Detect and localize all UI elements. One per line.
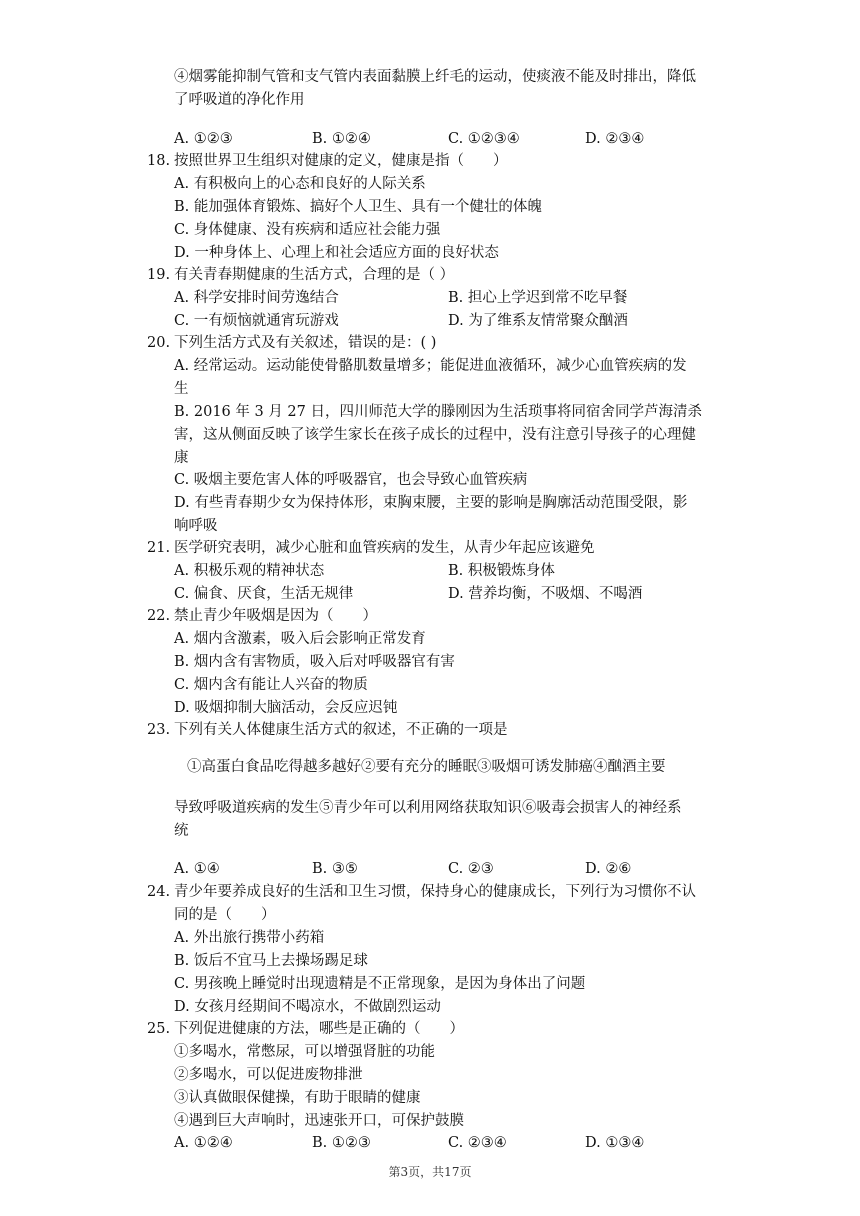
q19-number: 19. <box>147 267 171 283</box>
q17-option-b: B. ①②④ <box>312 131 371 147</box>
q22-option-d: D. 吸烟抑制大脑活动，会反应迟钝 <box>174 700 398 716</box>
q23-option-d: D. ②⑥ <box>585 861 632 877</box>
q23-items-line3: 统 <box>174 823 189 839</box>
q17-option-d: D. ②③④ <box>585 131 645 147</box>
q25-option-d: D. ①③④ <box>585 1135 645 1151</box>
q24-option-b: B. 饭后不宜马上去操场踢足球 <box>174 953 368 969</box>
q20-stem: 下列生活方式及有关叙述，错误的是：( ) <box>174 335 437 351</box>
q18-stem: 按照世界卫生组织对健康的定义，健康是指（ ） <box>174 153 508 169</box>
q19-option-a: A. 科学安排时间劳逸结合 <box>174 290 339 306</box>
q24-stem-line1: 青少年要养成良好的生活和卫生习惯，保持身心的健康成长，下列行为习惯你不认 <box>174 884 696 900</box>
q17-option-c: C. ①②③④ <box>448 131 520 147</box>
q18-number: 18. <box>147 153 171 169</box>
q18-option-a: A. 有积极向上的心态和良好的人际关系 <box>174 176 426 192</box>
q24-number: 24. <box>147 884 171 900</box>
q24-option-c: C. 男孩晚上睡觉时出现遗精是不正常现象，是因为身体出了问题 <box>174 976 586 992</box>
q23-option-b: B. ③⑤ <box>312 861 358 877</box>
q17-option-a: A. ①②③ <box>174 131 233 147</box>
q20-number: 20. <box>147 335 171 351</box>
q20-option-b-line1: B. 2016 年 3 月 27 日，四川师范大学的滕刚因为生活琐事将同宿舍同学芦海清杀 <box>174 404 702 420</box>
q25-number: 25. <box>147 1021 171 1037</box>
q23-number: 23. <box>147 722 171 738</box>
q18-option-c: C. 身体健康、没有疾病和适应社会能力强 <box>174 222 441 238</box>
q23-option-a: A. ①④ <box>174 861 220 877</box>
q21-option-d: D. 营养均衡，不吸烟、不喝酒 <box>448 586 643 602</box>
q22-option-b: B. 烟内含有害物质，吸入后对呼吸器官有害 <box>174 654 455 670</box>
q21-option-c: C. 偏食、厌食，生活无规律 <box>174 586 354 602</box>
q25-option-b: B. ①②③ <box>312 1135 371 1151</box>
q23-items-line2: 导致呼吸道疾病的发生⑤青少年可以利用网络获取知识⑥吸毒会损害人的神经系 <box>174 800 682 816</box>
q21-option-a: A. 积极乐观的精神状态 <box>174 563 325 579</box>
q17-item4-line1: ④烟雾能抑制气管和支气管内表面黏膜上纤毛的运动，使痰液不能及时排出，降低 <box>174 69 696 85</box>
q20-option-c: C. 吸烟主要危害人体的呼吸器官，也会导致心血管疾病 <box>174 472 528 488</box>
q25-item-1: ①多喝水，常憋尿，可以增强肾脏的功能 <box>174 1044 435 1060</box>
q20-option-b-line3: 康 <box>174 450 189 466</box>
page-footer: 第3页，共17页 <box>388 1165 472 1179</box>
q22-option-c: C. 烟内含有能让人兴奋的物质 <box>174 677 368 693</box>
q22-number: 22. <box>147 608 171 624</box>
q23-option-c: C. ②③ <box>448 861 494 877</box>
q20-option-d-line2: 响呼吸 <box>174 518 218 534</box>
q17-item4-line2: 了呼吸道的净化作用 <box>174 92 305 108</box>
q18-option-b: B. 能加强体育锻炼、搞好个人卫生、具有一个健壮的体魄 <box>174 199 542 215</box>
q20-option-d-line1: D. 有些青春期少女为保持体形，束胸束腰，主要的影响是胸廓活动范围受限，影 <box>174 495 688 511</box>
q25-item-3: ③认真做眼保健操，有助于眼睛的健康 <box>174 1090 421 1106</box>
q20-option-a-line1: A. 经常运动。运动能使骨骼肌数量增多；能促进血液循环，减少心血管疾病的发 <box>174 358 687 374</box>
q21-number: 21. <box>147 540 171 556</box>
q20-option-b-line2: 害，这从侧面反映了该学生家长在孩子成长的过程中，没有注意引导孩子的心理健 <box>174 427 696 443</box>
q19-option-c: C. 一有烦恼就通宵玩游戏 <box>174 313 339 329</box>
q22-stem: 禁止青少年吸烟是因为（ ） <box>174 608 377 624</box>
q25-option-a: A. ①②④ <box>174 1135 233 1151</box>
q24-option-a: A. 外出旅行携带小药箱 <box>174 930 325 946</box>
q21-stem: 医学研究表明，减少心脏和血管疾病的发生，从青少年起应该避免 <box>174 540 595 556</box>
q18-option-d: D. 一种身体上、心理上和社会适应方面的良好状态 <box>174 245 499 261</box>
q25-item-2: ②多喝水，可以促进废物排泄 <box>174 1067 363 1083</box>
q25-stem: 下列促进健康的方法，哪些是正确的（ ） <box>174 1021 464 1037</box>
q25-item-4: ④遇到巨大声响时，迅速张开口，可保护鼓膜 <box>174 1113 464 1129</box>
q23-stem: 下列有关人体健康生活方式的叙述，不正确的一项是 <box>174 722 508 738</box>
q24-stem-line2: 同的是（ ） <box>174 907 276 923</box>
q19-option-b: B. 担心上学迟到常不吃早餐 <box>448 290 628 306</box>
q25-option-c: C. ②③④ <box>448 1135 507 1151</box>
q23-items-line1: ①高蛋白食品吃得越多越好②要有充分的睡眠③吸烟可诱发肺癌④酗酒主要 <box>187 759 666 775</box>
q20-option-a-line2: 生 <box>174 381 189 397</box>
q19-stem: 有关青春期健康的生活方式，合理的是（ ） <box>174 267 455 283</box>
q21-option-b: B. 积极锻炼身体 <box>448 563 555 579</box>
q19-option-d: D. 为了维系友情常聚众酗酒 <box>448 313 628 329</box>
q24-option-d: D. 女孩月经期间不喝凉水，不做剧烈运动 <box>174 999 441 1015</box>
q22-option-a: A. 烟内含激素，吸入后会影响正常发育 <box>174 631 426 647</box>
